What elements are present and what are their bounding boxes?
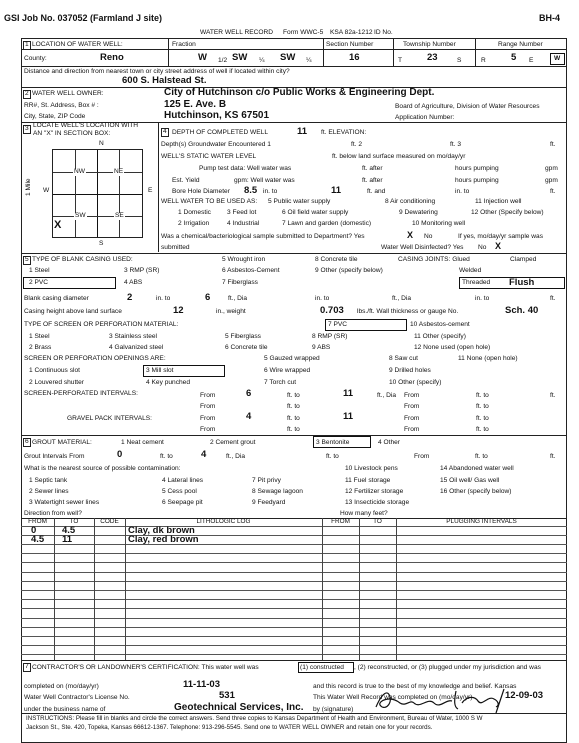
contam-3: 3 Watertight sewer lines [29,499,100,506]
screen-8: 8 RMP (SR) [312,333,348,340]
use-4: 4 Industrial [227,220,260,227]
contam-1: 1 Septic tank [29,477,68,484]
yield-label: Est. Yield [172,177,200,184]
grout-intervals-label: Grout Intervals From [24,453,85,460]
screen-6: 6 Concrete tile [225,344,268,351]
contam-15: 15 Oil well/ Gas well [440,477,500,484]
locate-label-1: LOCATE WELL'S LOCATION WITH [33,122,139,129]
log-header: LITHOLOGIC LOG [196,518,251,525]
use-label: WELL WATER TO BE USED AS: [161,198,258,205]
screen-4: 4 Galvanized steel [109,344,164,351]
contam-14: 14 Abandoned water well [440,465,514,472]
board-label: Board of Agriculture, Division of Water Resources [395,103,540,110]
grout-from-label-2: From [414,453,430,460]
contam-6: 6 Seepage pit [162,499,203,506]
gp-from-label-4: From [404,426,420,433]
elevation-label: ft. ELEVATION: [321,129,367,136]
section-4-number: 4 [163,128,167,135]
chem-x: X [407,230,414,240]
sp-to-label: ft. to [287,392,300,399]
address-value: 600 S. Halstead St. [122,75,207,86]
grout-ft-2: ft. [550,453,556,460]
map-sw: SW [75,212,86,219]
gp-from-label-2: From [404,415,420,422]
log-col-line [359,518,360,660]
opening-6: 6 Wire wrapped [264,367,311,374]
casing-2: 2 PVC [29,279,49,286]
weight-label: in., weight [216,308,246,315]
form-number: Form WWC-5 [283,29,324,36]
sheet-label: BH-4 [539,13,561,23]
opening-5: 5 Gauzed wrapped [264,355,320,362]
section-5-number: 5 [25,256,29,263]
casing-8: 8 Concrete tile [315,256,358,263]
log-row-line [21,526,567,527]
contam-4: 4 Lateral lines [162,477,204,484]
sp-ft: ft., Dia [377,392,397,399]
use-11: 11 Injection well [475,198,522,205]
contam-5: 5 Cess pool [162,488,197,495]
section-value: 16 [349,52,360,63]
county-label: County: [24,55,47,62]
location-label: LOCATION OF WATER WELL: [32,41,123,48]
casing-1: 1 Steel [29,267,50,274]
use-2: 2 Irrigation [178,220,210,227]
log-col-line [54,518,55,660]
opening-9: 9 Drilled holes [389,367,431,374]
section-1-number: 1 [25,41,29,48]
height-value: 12 [173,305,184,316]
constructed-label: (1) constructed [300,664,344,671]
howmany-label: How many feet? [340,510,388,517]
record-label: This Water Well Record was completed on (mo/day/yr) [313,694,473,701]
lithologic-log-table [21,518,567,660]
contam-11: 11 Fuel storage [345,477,391,484]
use-7: 7 Lawn and garden (domestic) [282,220,372,227]
height-label: Casing height above land surface [24,308,122,315]
screen-5: 5 Fiberglass [225,333,261,340]
sp-from-label-3: From [200,403,216,410]
section-number-label: Section Number [326,41,374,48]
static-label: WELL'S STATIC WATER LEVEL [161,153,257,160]
bore-label: Bore Hole Diameter [172,188,230,195]
business-label: under the business name of [24,706,106,713]
map-north: N [99,140,104,147]
chem-submitted: submitted [161,244,190,251]
pump-gpm: gpm [545,165,558,172]
grout-ft: ft., Dia [226,453,246,460]
form-title: WATER WELL RECORD [200,29,274,36]
bore-value: 8.5 [244,185,258,196]
application-label: Application Number: [395,114,455,121]
opening-8: 8 Saw cut [389,355,418,362]
gp-from-value: 4 [246,411,252,422]
log-row-line [21,572,567,573]
map-se: SE [115,212,124,219]
direction-label: Direction from well? [24,510,82,517]
log-row-line [21,562,567,563]
log-row-line [21,645,567,646]
gp-to-value: 11 [343,411,354,422]
section-6-number: 6 [25,438,29,445]
log-header: TO [373,518,382,525]
gravel-label: GRAVEL PACK INTERVALS: [67,415,153,422]
log-header: FROM [331,518,350,525]
log-to-cell: 4.5 [62,525,76,537]
opening-7: 7 Torch cut [264,379,297,386]
sp-from-label: From [200,392,216,399]
wall-value: Sch. 40 [505,305,539,316]
log-row-line [21,599,567,600]
opening-3: 3 Mill slot [146,367,174,374]
casing-type-label: TYPE OF BLANK CASING USED: [32,256,133,263]
fraction-label: Fraction [172,41,196,48]
screen-10: 10 Asbestos-cement [410,321,470,328]
contam-2: 2 Sewer lines [29,488,69,495]
casing-threaded: Threaded [462,279,491,286]
depth-label: DEPTH OF COMPLETED WELL [172,129,268,136]
sp-to-label-3: ft. to [287,403,300,410]
map-x-mark: X [54,219,62,231]
license-label: Water Well Contractor's License No. [24,694,130,701]
section-3-number: 3 [25,125,29,132]
sp-to-label-2: ft. to [476,392,489,399]
screen-9: 9 ABS [312,344,331,351]
range-prefix: R [481,57,486,64]
use-9: 9 Dewatering [399,209,438,216]
screen-intervals-label: SCREEN-PERFORATED INTERVALS: [24,390,138,397]
diameter-label: Blank casing diameter [24,295,89,302]
chem-ifyes: If yes, mo/day/yr sample was [458,233,544,240]
disinfect-x: X [495,241,502,251]
use-10: 10 Monitoring well [412,220,466,227]
grout-label: GROUT MATERIAL: [32,439,92,446]
log-header: PLUGGING INTERVALS [446,518,517,525]
casing-flush: Flush [509,277,535,288]
disinfect-no: No [478,244,487,251]
id-label: ID No. [374,29,393,36]
section-grid [52,149,143,238]
use-3: 3 Feed lot [227,209,257,216]
grout-to-label-3: ft. to [475,453,488,460]
sp-to-label-4: ft. to [476,403,489,410]
casing-5: 5 Wrought iron [222,256,266,263]
contam-10: 10 Livestock pens [345,465,398,472]
diameter-ftdia-2: ft., Dia [392,295,412,302]
contam-8: 8 Sewage lagoon [252,488,303,495]
groundwater-label: Depth(s) Groundwater Encountered 1 [161,141,271,148]
log-description-cell: Clay, red brown [128,534,199,546]
use-8: 8 Air conditioning [385,198,436,205]
yield-gpm-2: gpm [545,177,558,184]
contamination-label: What is the nearest source of possible contamination: [24,465,181,472]
map-scale: 1 Mile [25,178,32,196]
gp-to-label-2: ft. to [476,415,489,422]
diameter-to-value: 6 [205,292,211,303]
section-7-number: 7 [25,663,29,670]
weight-value: 0.703 [320,305,344,316]
chem-no: No [424,233,433,240]
use-6: 6 Oil field water supply [282,209,349,216]
diameter-value: 2 [127,292,133,303]
gp-from-label: From [200,415,216,422]
gp-from-label-3: From [200,426,216,433]
township-value: 23 [427,52,438,63]
grout-2: 2 Cement grout [210,439,256,446]
casing-7: 7 Fiberglass [222,279,258,286]
business-value: Geotechnical Services, Inc. [174,702,304,713]
log-border [21,518,567,660]
gp-to-label: ft. to [287,415,300,422]
gp-to-label-4: ft. to [476,426,489,433]
sp-from-value: 6 [246,388,252,399]
log-row-line [21,535,567,536]
fraction-2-value: SW [232,52,248,63]
range-number-label: Range Number [498,41,543,48]
record-date-value: 12-09-03 [505,690,544,701]
log-row-line [21,581,567,582]
log-col-line [322,518,323,660]
diameter-to-2: in. to [315,295,330,302]
contam-9: 9 Feedyard [252,499,286,506]
log-row-line [21,618,567,619]
grout-1: 1 Neat cement [121,439,164,446]
certification-tail: , (2) reconstructed, or (3) plugged under my jurisdiction and was [354,664,541,671]
completed-label: completed on (mo/day/yr) [24,683,99,690]
screen-type-label: TYPE OF SCREEN OR PERFORATION MATERIAL: [24,321,179,328]
county-value: Reno [100,52,124,63]
gw-ft2: ft. 2 [351,141,362,148]
section-2-number: 2 [25,90,29,97]
distance-label: Distance and direction from nearest town or city street address of well if located within city? [24,68,290,75]
instructions-line-2: Jackson St., Ste. 420, Topeka, Kansas 66612-1367. Telephone: 913-296-5545. Send one to WATER WELL OWNER and retain one for your records. [26,724,433,731]
log-col-line [125,518,126,660]
map-nw: NW [74,168,85,175]
log-row-line [21,590,567,591]
log-from-cell: 0 [31,525,37,537]
map-west: W [43,187,50,194]
yield-gpm: gpm: Well water was [234,177,295,184]
casing-joints: CASING JOINTS: Glued [398,256,470,263]
pump-label: Pump test data: Well water was [199,165,292,172]
yield-hours: hours pumping [455,177,499,184]
job-title: GSI Job No. 037052 (Farmland J site) [4,13,163,23]
gp-to-label-3: ft. to [287,426,300,433]
opening-1: 1 Continuous slot [29,367,80,374]
log-header: TO [69,518,79,525]
casing-clamped: Clamped [510,256,537,263]
diameter-to-3: in. to [475,295,490,302]
use-1: 1 Domestic [178,209,211,216]
use-12: 12 Other (Specify below) [471,209,544,216]
fraction-1-unit: 1/2 [218,57,228,64]
screen-7: 7 PVC [328,321,348,328]
log-row-line [21,627,567,628]
depth-value: 11 [297,126,308,137]
grout-3: 3 Bentonite [316,439,350,446]
city-label: City, State, ZIP Code [24,113,86,120]
map-south: S [99,240,104,247]
log-row-line [21,654,567,655]
log-description-cell: Clay, dk brown [128,525,195,537]
yield-after: ft. after [362,177,383,184]
gw-ft3: ft. 3 [450,141,461,148]
diameter-to: in. to [156,295,171,302]
log-header: CODE [100,518,119,525]
bore-to-value: 11 [331,185,342,196]
casing-3: 3 RMP (SR) [124,267,160,274]
locate-label-2: AN "X" IN SECTION BOX: [33,130,111,137]
opening-4: 4 Key punched [146,379,190,386]
log-row-line [21,544,567,545]
bore-in-to: in. to [455,188,470,195]
contam-13: 13 Insecticide storage [345,499,410,506]
township-prefix: T [398,57,403,64]
wall-label: lbs./ft. Wall thickness or gauge No. [357,308,459,315]
opening-2: 2 Louvered shutter [29,379,84,386]
log-to-cell: 11 [62,534,73,546]
log-row-line [21,608,567,609]
range-ew-value: W [554,55,561,62]
opening-10: 10 Other (specify) [389,379,442,386]
range-value: 5 [511,52,517,63]
fraction-1-value: W [198,52,207,63]
grout-to-label-2: ft. to [326,453,339,460]
signature-label: by (signature) [313,706,354,713]
screen-12: 12 None used (open hole) [414,344,491,351]
diameter-ft: ft. [550,295,556,302]
log-row-line [21,553,567,554]
contam-12: 12 Fertilizer storage [345,488,404,495]
fraction-3-value: SW [280,52,296,63]
ksa-label: KSA 82a-1212 [330,29,373,36]
grout-from-value: 0 [117,449,123,460]
screen-3: 3 Stainless steel [109,333,158,340]
log-row-line [21,636,567,637]
sp-from-label-4: From [404,403,420,410]
openings-label: SCREEN OR PERFORATION OPENINGS ARE: [24,355,166,362]
completed-value: 11-11-03 [183,679,220,690]
grout-to-label: ft. to [160,453,173,460]
sp-to-value: 11 [343,388,354,399]
certification-label: CONTRACTOR'S OR LANDOWNER'S CERTIFICATION: This water well was [32,664,259,671]
opening-11: 11 None (open hole) [458,355,518,362]
pump-after: ft. after [362,165,383,172]
use-5: 5 Public water supply [268,198,331,205]
screen-11: 11 Other (specify) [414,333,466,340]
casing-4: 4 ABS [124,279,143,286]
map-ne: NE [114,168,124,175]
grout-to-value: 4 [201,449,207,460]
casing-welded: Welded [459,267,482,274]
instructions-line-1: INSTRUCTIONS: Please fill in blanks and circle the correct answers. Send three copies to Kansas Department of Health and Environment, Bureau of Water, 1000 S W [26,715,483,722]
street-label: RR#, St. Address, Box # : [24,102,99,109]
sp-from-label-2: From [404,392,420,399]
fraction-2-unit: ¼ [259,57,265,64]
license-value: 531 [219,690,235,701]
gw-ft: ft. [550,141,556,148]
pump-hours: hours pumping [455,165,499,172]
contam-16: 16 Other (specify below) [440,488,512,495]
bore-to: in. to [263,188,278,195]
screen-2: 2 Brass [29,344,52,351]
log-col-line [396,518,397,660]
street-value: 125 E. Ave. B [164,99,227,110]
map-east: E [148,187,153,194]
static-tail: ft. below land surface measured on mo/day/yr [332,153,466,160]
bore-ft: ft. [550,188,556,195]
diameter-ftdia: ft., Dia [228,295,248,302]
disinfect-label: Water Well Disinfected? Yes [381,244,464,251]
township-number-label: Township Number [403,41,456,48]
signature-image [370,685,530,715]
owner-label: WATER WELL OWNER: [32,90,104,97]
chem-label: Was a chemical/bacteriological sample submitted to Department? Yes [161,233,365,240]
grout-4: 4 Other [378,439,400,446]
city-value: Hutchinson, KS 67501 [164,110,270,121]
log-col-line [94,518,95,660]
screen-1: 1 Steel [29,333,50,340]
sp-ft-2: ft. [550,392,556,399]
fraction-3-unit: ¼ [306,57,312,64]
bore-and: ft. and [367,188,386,195]
contam-7: 7 Pit privy [252,477,281,484]
casing-6: 6 Asbestos-Cement [222,267,280,274]
log-header: FROM [28,518,47,525]
casing-9: 9 Other (specify below) [315,267,383,274]
owner-value: City of Hutchinson c/o Public Works & Engineering Dept. [164,87,435,98]
log-from-cell: 4.5 [31,534,45,546]
township-suffix: S [457,57,462,64]
true-statement: and this record is true to the best of my knowledge and belief. Kansas [313,683,517,690]
